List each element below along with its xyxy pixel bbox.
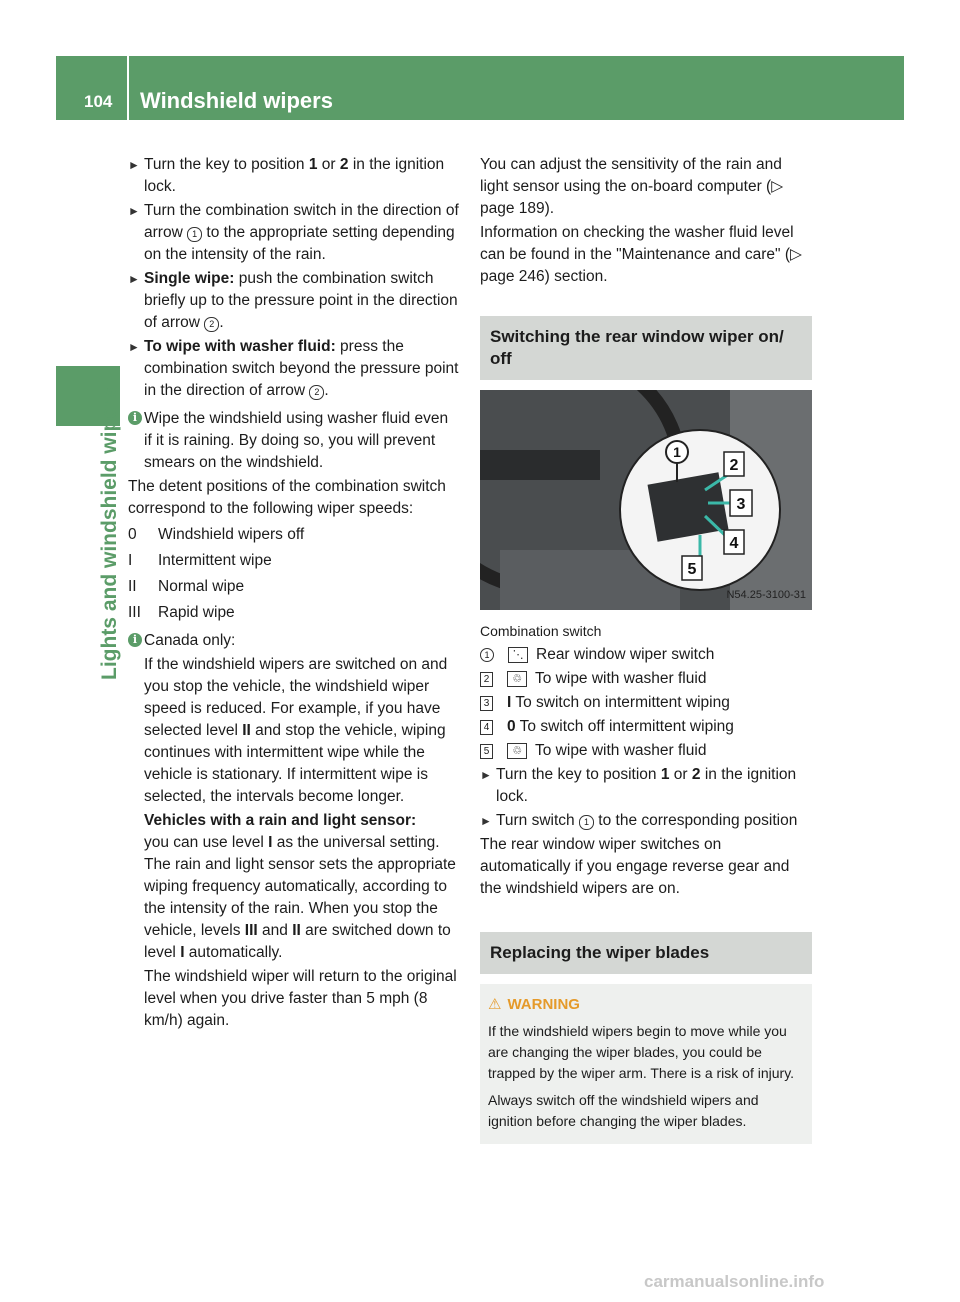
step-arrow-icon: ► [128, 204, 140, 218]
wiper-level-key: III [128, 604, 141, 621]
chapter-label: Lights and windshield wipers [98, 387, 121, 680]
callout-2: 2 [204, 317, 219, 332]
figure-code: N54.25-3100-31 [726, 589, 806, 601]
reverse-gear-text: The rear window wiper switches on automatically if you engage reverse gear and the windshield wipers are on. [480, 836, 790, 897]
detent-intro: The detent positions of the combination switch correspond to the following wiper speeds: [128, 478, 446, 517]
wiper-level-row [128, 576, 460, 598]
legend-number: 3 [480, 696, 493, 711]
right-column [480, 154, 812, 1144]
legend-position: I [507, 694, 512, 711]
section-rear-wiper: Switching the rear window wiper on/ off [480, 316, 812, 380]
step-single-wipe: ► Single wipe: push the combination switch briefly up to the pressure point in the direction of arrow 2 . [128, 270, 458, 331]
legend-text: To switch on intermittent wiping [511, 694, 730, 711]
wiper-level-desc: Windshield wipers off [158, 526, 305, 543]
info-icon: i [128, 633, 142, 647]
step-arrow-icon: ► [480, 814, 492, 828]
wiper-level-desc: Normal wipe [158, 578, 245, 595]
rear-wiper-icon: ⋱ [508, 647, 528, 663]
step-turn-key-rear: ► Turn the key to position 1 or 2 in the ignition lock. [480, 766, 797, 805]
figure-caption: Combination switch [480, 623, 602, 639]
callout-2: 2 [309, 385, 324, 400]
figure-legend [480, 644, 812, 762]
step-turn-switch-rear: ► Turn switch 1 to the corresponding position [480, 810, 812, 832]
wiper-level-key: 0 [128, 526, 137, 543]
header-divider [127, 56, 129, 120]
washer-fluid-icon: ♲ [507, 743, 527, 759]
legend-text: To wipe with washer fluid [535, 670, 707, 687]
wiper-level-row [128, 550, 460, 572]
warning-triangle-icon: ⚠ [488, 996, 502, 1013]
warning-title: ⚠ WARNING [488, 996, 580, 1013]
legend-number: 2 [480, 672, 493, 687]
wiper-levels [128, 524, 460, 624]
wiper-level-row [128, 602, 460, 624]
figure-callout-3: 3 [736, 496, 746, 513]
legend-number: 5 [480, 744, 493, 759]
figure-callout-4: 4 [729, 535, 739, 552]
wiper-level-key: I [128, 552, 133, 569]
legend-text: To switch off intermittent wiping [515, 718, 734, 735]
legend-position: 0 [507, 718, 516, 735]
figure-callout-5: 5 [687, 561, 697, 578]
step-arrow-icon: ► [128, 158, 140, 172]
warning-text-2: Always switch off the windshield wipers and ignition before changing the wiper blades. [488, 1092, 759, 1129]
watermark: carmanualsonline.info [644, 1272, 825, 1291]
washer-fluid-icon: ♲ [507, 671, 527, 687]
wiper-level-key: II [128, 578, 137, 595]
step-arrow-icon: ► [128, 340, 140, 354]
page-number: 104 [84, 92, 113, 111]
left-column [128, 154, 460, 1034]
legend-row [480, 668, 812, 690]
page-title: Windshield wipers [140, 88, 333, 113]
legend-number: 1 [480, 648, 494, 662]
legend-text: To wipe with washer fluid [535, 742, 707, 759]
info-note-washer: i Wipe the windshield using washer fluid even if it is raining. By doing so, you will prevent smears on the windshield. [128, 408, 460, 474]
warning-box [480, 984, 812, 1144]
legend-text: Rear window wiper switch [536, 646, 715, 663]
combination-switch-illustration [480, 390, 812, 610]
legend-row [480, 692, 812, 714]
step-turn-switch: ► Turn the combination switch in the direction of arrow 1 to the appropriate setting depending on the intensity of the rain. [128, 202, 459, 263]
legend-row [480, 740, 812, 762]
wiper-level-desc: Intermittent wipe [158, 552, 272, 569]
callout-1: 1 [579, 815, 594, 830]
sensitivity-text: You can adjust the sensitivity of the rain and light sensor using the on-board computer (▷ page 189). [480, 156, 784, 217]
warning-text-1: If the windshield wipers begin to move while you are changing the wiper blades, you could be trapped by the wiper arm. There is a risk of injury. [488, 1023, 795, 1081]
step-turn-key: ► Turn the key to position 1 or 2 in the ignition lock. [128, 156, 445, 195]
combination-switch-figure [480, 390, 812, 610]
figure-callout-2: 2 [729, 457, 739, 474]
legend-number: 4 [480, 720, 493, 735]
washer-info-text: Information on checking the washer fluid level can be found in the "Maintenance and care" (▷ page 246) section. [480, 224, 802, 285]
callout-1: 1 [187, 227, 202, 242]
step-arrow-icon: ► [480, 768, 492, 782]
wiper-level-desc: Rapid wipe [158, 604, 235, 621]
legend-row [480, 644, 812, 666]
info-note-canada: i Canada only: If the windshield wipers are switched on and you stop the vehicle, the windshield wiper speed is reduced. For example, if you have selected level II and stop the vehicle, wiping continues with intermittent wipe while the vehicle is stationary. If intermittent wipe is selected, the intervals become longer. Vehicles with a rain and light sensor: you can use level I as the universal setting. The rain and light sensor sets the appropriate wiping frequency automatically, according to the intensity of the rain. When you stop the vehicle, levels III and II are switched down to level I automatically. The windshield wiper will return to the original level when you drive faster than 5 mph (8 km/h) again. [128, 630, 460, 1032]
step-washer-fluid: ► To wipe with washer fluid: press the combination switch beyond the pressure point in the direction of arrow 2 . [128, 338, 459, 399]
section-replacing-blades: Replacing the wiper blades [480, 932, 812, 974]
figure-callout-1: 1 [673, 444, 681, 460]
step-arrow-icon: ► [128, 272, 140, 286]
legend-row [480, 716, 812, 738]
info-icon: i [128, 411, 142, 425]
wiper-level-row [128, 524, 460, 546]
